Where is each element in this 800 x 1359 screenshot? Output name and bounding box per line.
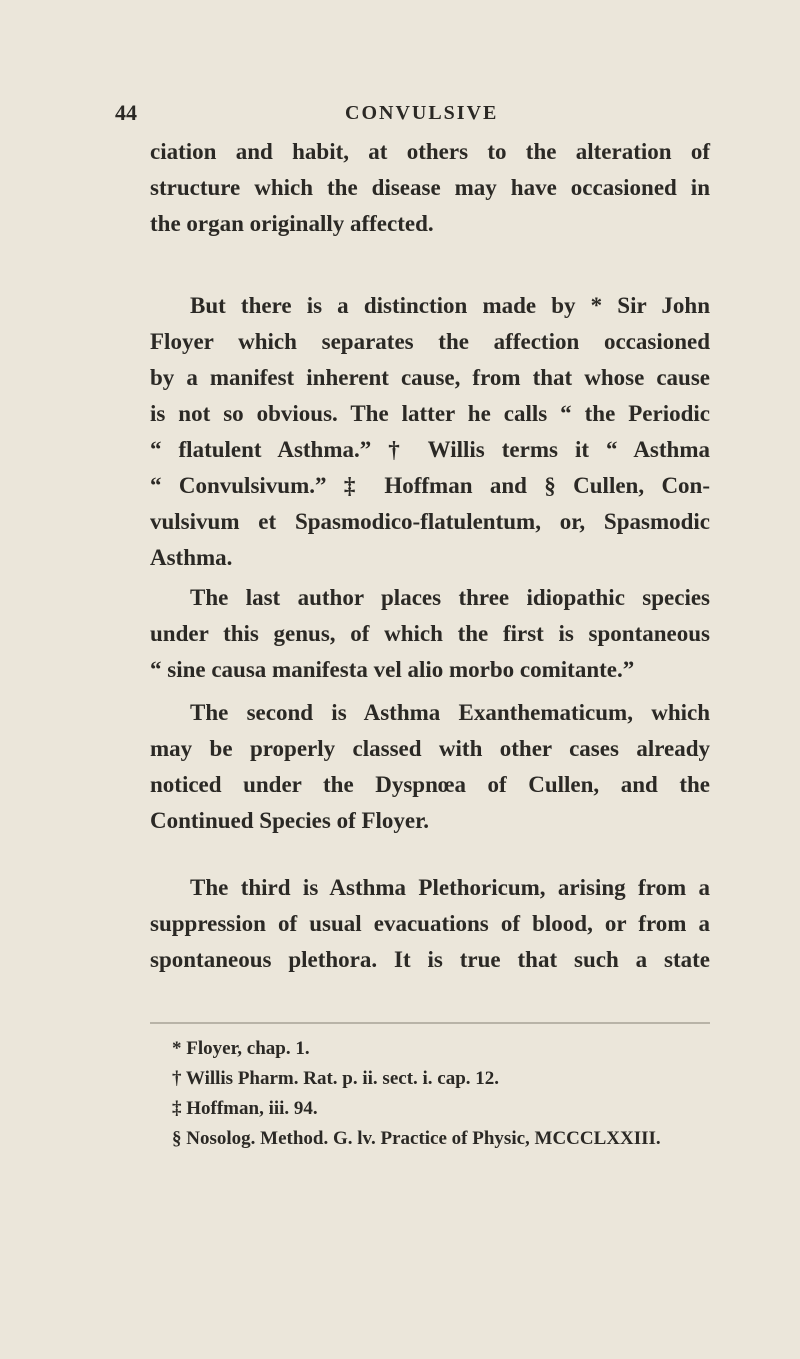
footnote: * Floyer, chap. 1. xyxy=(172,1038,310,1059)
page-number: 44 xyxy=(115,100,137,125)
text-line: Continued Species of Floyer. xyxy=(150,808,429,833)
footnote: ‡ Hoffman, iii. 94. xyxy=(172,1098,318,1119)
text-line: structure which the disease may have occasioned in xyxy=(150,175,710,200)
paragraph-3 xyxy=(150,580,710,688)
text-line: Floyer which separates the affection occasioned xyxy=(150,329,710,354)
footnote: § Nosolog. Method. G. lv. Practice of Physic, MCCCLXXIII. xyxy=(172,1128,661,1149)
text-line: by a manifest inherent cause, from that whose cause xyxy=(150,365,710,390)
text-line: The last author places three idiopathic species xyxy=(190,585,710,610)
running-title: CONVULSIVE xyxy=(345,102,499,124)
page-header xyxy=(115,100,715,130)
text-line: vulsivum et Spasmodico-flatulentum, or, Spasmodic xyxy=(150,509,710,534)
text-line: is not so obvious. The latter he calls “ the Periodic xyxy=(150,401,710,426)
paragraph-5 xyxy=(150,870,710,978)
text-line: But there is a distinction made by * Sir John xyxy=(190,293,710,318)
text-line: suppression of usual evacuations of blood, or from a xyxy=(150,911,710,936)
paragraph-4 xyxy=(150,695,710,839)
text-line: noticed under the Dyspnœa of Cullen, and the xyxy=(150,772,710,797)
text-line: The second is Asthma Exanthematicum, which xyxy=(190,700,710,725)
text-line: ciation and habit, at others to the alteration of xyxy=(150,139,710,164)
footnote-divider xyxy=(150,1022,710,1024)
text-line: Asthma. xyxy=(150,545,233,570)
paragraph-1 xyxy=(150,134,710,242)
text-line: The third is Asthma Plethoricum, arising from a xyxy=(190,875,710,900)
text-line: spontaneous plethora. It is true that such a state xyxy=(150,947,710,972)
footnotes xyxy=(172,1034,732,1154)
text-line: under this genus, of which the first is spontaneous xyxy=(150,621,710,646)
text-line: “ Convulsivum.” ‡ Hoffman and § Cullen, Con- xyxy=(150,473,710,498)
text-line: may be properly classed with other cases already xyxy=(150,736,710,761)
text-line: “ flatulent Asthma.” † Willis terms it “ Asthma xyxy=(150,437,710,462)
paragraph-2 xyxy=(150,288,710,576)
footnote: † Willis Pharm. Rat. p. ii. sect. i. cap. 12. xyxy=(172,1068,500,1089)
text-line: the organ originally affected. xyxy=(150,211,434,236)
text-line: “ sine causa manifesta vel alio morbo comitante.” xyxy=(150,657,635,682)
